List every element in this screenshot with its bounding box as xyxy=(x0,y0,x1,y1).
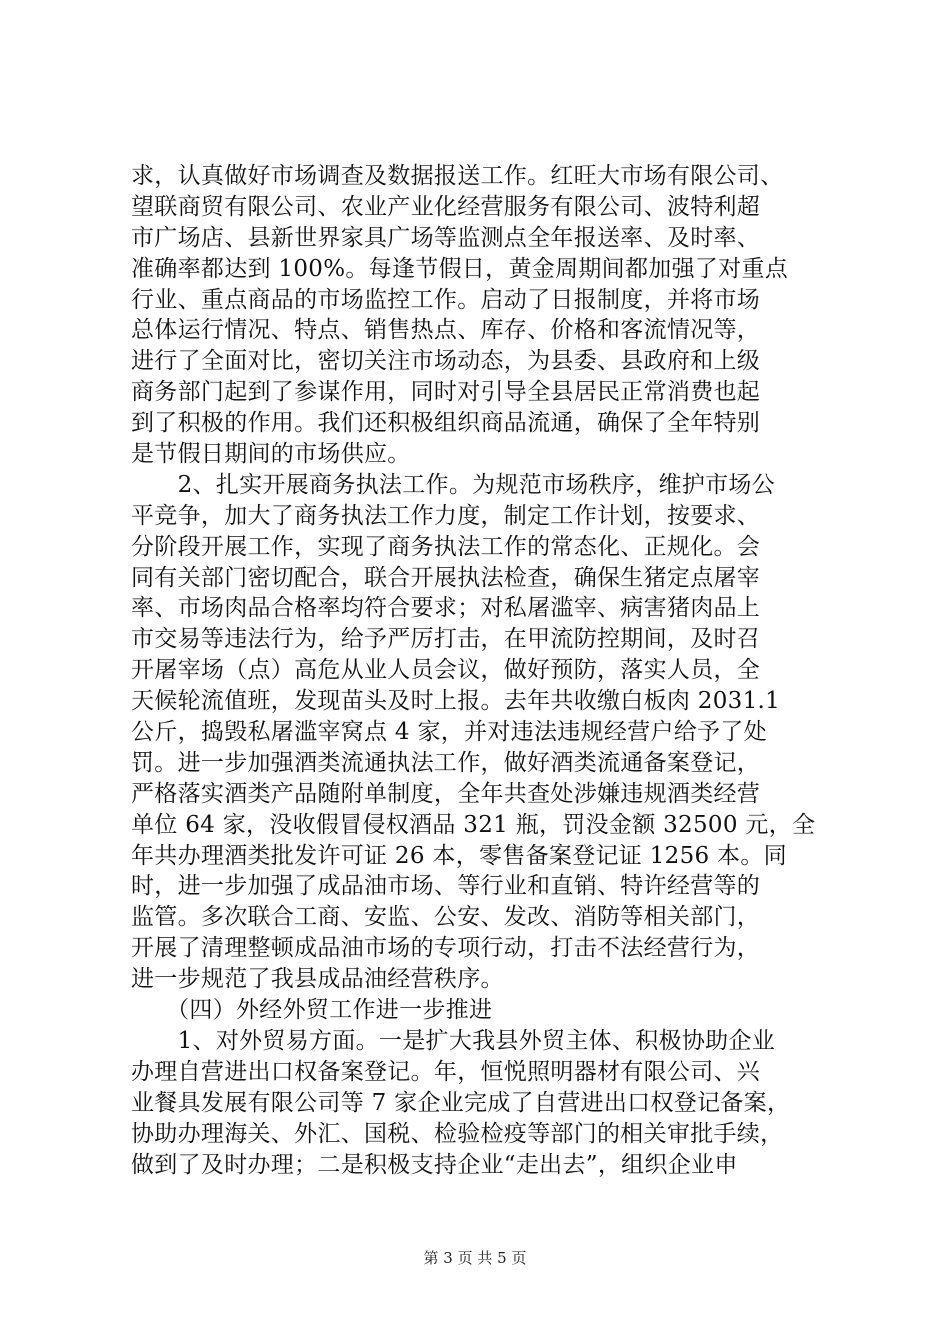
body-text xyxy=(131,161,831,1180)
text-line: 2、扎实开展商务执法工作。为规范市场秩序，维护市场公 xyxy=(131,471,776,498)
text-line: 开屠宰场（点）高危从业人员会议，做好预防，落实人员，全 xyxy=(131,657,761,684)
text-line: 单位 64 家，没收假冒侵权酒品 321 瓶，罚没金额 32500 元，全 xyxy=(131,811,816,838)
text-line: （四）外经外贸工作进一步推进 xyxy=(131,997,493,1024)
text-line: 公斤，捣毁私屠滥宰窝点 4 家，并对违法违规经营户给予了处 xyxy=(131,719,767,746)
text-line: 开展了清理整顿成品油市场的专项行动，打击不法经营行为， xyxy=(131,935,761,962)
text-line: 协助办理海关、外汇、国税、检验检疫等部门的相关审批手续， xyxy=(131,1120,784,1147)
text-line: 率、市场肉品合格率均符合要求；对私屠滥宰、病害猪肉品上 xyxy=(131,595,761,622)
text-line: 罚。进一步加强酒类流通执法工作，做好酒类流通备案登记， xyxy=(131,749,761,776)
text-line: 行业、重点商品的市场监控工作。启动了日报制度，并将市场 xyxy=(131,286,761,313)
text-line: 平竞争，加大了商务执法工作力度，制定工作计划，按要求、 xyxy=(131,502,761,529)
text-line: 时，进一步加强了成品油市场、等行业和直销、特许经营等的 xyxy=(131,873,761,900)
text-line: 严格落实酒类产品随附单制度，全年共查处涉嫌违规酒类经营 xyxy=(131,780,761,807)
text-line: 办理自营进出口权备案登记。年，恒悦照明器材有限公司、兴 xyxy=(131,1058,761,1085)
text-line: 到了积极的作用。我们还积极组织商品流通，确保了全年特别 xyxy=(131,410,761,437)
text-line: 市广场店、县新世界家具广场等监测点全年报送率、及时率、 xyxy=(131,224,761,251)
text-line: 是节假日期间的市场供应。 xyxy=(131,441,411,468)
text-line: 进行了全面对比，密切关注市场动态，为县委、县政府和上级 xyxy=(131,348,761,375)
text-line: 进一步规范了我县成品油经营秩序。 xyxy=(131,966,504,993)
text-line: 分阶段开展工作，实现了商务执法工作的常态化、正规化。会 xyxy=(131,533,761,560)
text-line: 同有关部门密切配合，联合开展执法检查，确保生猪定点屠宰 xyxy=(131,564,761,591)
text-line: 年共办理酒类批发许可证 26 本，零售备案登记证 1256 本。同 xyxy=(131,842,787,869)
text-line: 天候轮流值班，发现苗头及时上报。去年共收缴白板肉 2031.1 xyxy=(131,688,781,715)
text-line: 准确率都达到 100%。每逢节假日，黄金周期间都加强了对重点 xyxy=(131,255,789,282)
text-line: 商务部门起到了参谋作用，同时对引导全县居民正常消费也起 xyxy=(131,379,761,406)
text-line: 总体运行情况、特点、销售热点、库存、价格和客流情况等， xyxy=(131,317,761,344)
text-line: 望联商贸有限公司、农业产业化经营服务有限公司、波特利超 xyxy=(131,193,761,220)
text-line: 求，认真做好市场调查及数据报送工作。红旺大市场有限公司、 xyxy=(131,163,784,189)
text-line: 做到了及时办理；二是积极支持企业“走出去”，组织企业申 xyxy=(131,1151,738,1178)
page-footer: 第 3 页 共 5 页 xyxy=(423,1249,527,1267)
text-line: 监管。多次联合工商、安监、公安、发改、消防等相关部门， xyxy=(131,904,761,931)
text-line: 市交易等违法行为，给予严厉打击，在甲流防控期间，及时召 xyxy=(131,626,761,653)
text-line: 1、对外贸易方面。一是扩大我县外贸主体、积极协助企业 xyxy=(131,1027,776,1054)
text-line: 业餐具发展有限公司等 7 家企业完成了自营进出口权登记备案， xyxy=(131,1089,791,1116)
